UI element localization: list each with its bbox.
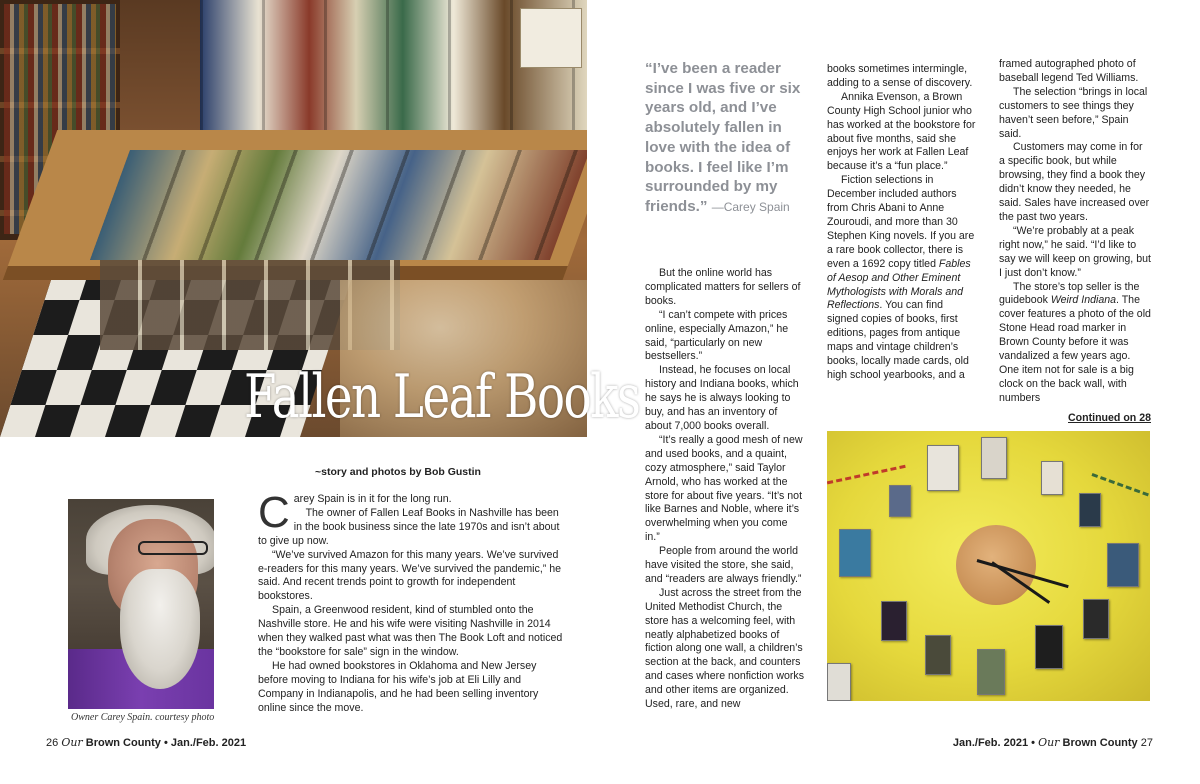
book-numeral <box>977 649 1005 695</box>
paragraph: books sometimes intermingle, adding to a sense of discovery. <box>827 63 973 89</box>
continued-link[interactable]: Continued on 28 <box>1068 411 1151 424</box>
magazine-logo-script: Our <box>61 736 83 749</box>
paragraph: Spain, a Greenwood resident, kind of stumbled onto the Nashville store. He and his wife were visiting Nashville in 2014 when they walked past what was then The Book Loft and noticed the “bookstore for sale” sign in the window. <box>258 604 563 658</box>
page-footer-left <box>46 736 246 749</box>
paragraph: But the online world has complicated matters for sellers of books. <box>645 267 801 307</box>
article-column-3 <box>827 63 977 383</box>
paragraph: Just across the street from the United Methodist Church, the store has a welcoming feel, with neatly alphabetized books of fiction along one wall, a children’s section at the back, and counters and cases where nonfiction works and other items are organized. Used, rare, and new <box>645 586 804 711</box>
store-sign <box>520 8 582 68</box>
photo-caption: Owner Carey Spain. courtesy photo <box>71 712 215 723</box>
byline: ~story and photos by Bob Gustin <box>315 466 481 478</box>
article-column-4 <box>999 58 1151 426</box>
quote-attribution: —Carey Spain <box>711 199 790 214</box>
paragraph: Annika Evenson, a Brown County High School junior who has worked at the bookstore for about five months, said she enjoys her work at Fallen Leaf because it’s a “fun place.” <box>827 90 976 173</box>
book-numeral <box>1041 461 1063 495</box>
clock-photo <box>827 431 1150 701</box>
book-title: Weird Indiana <box>1050 294 1117 307</box>
article-title: Fallen Leaf Books <box>244 362 640 432</box>
article-column-2 <box>645 267 805 712</box>
paragraph: Instead, he focuses on local history and Indiana books, which he says he is always looking to buy, and has an inventory of about 7,000 books overall. <box>645 364 799 432</box>
page-number: 27 <box>1140 737 1153 749</box>
magazine-logo-script: Our <box>1038 736 1060 749</box>
paragraph: Customers may come in for a specific book, but while browsing, they find a book they didn’t know they needed, he said. Sales have increased over the past two years. <box>999 141 1150 223</box>
page-footer-right <box>953 736 1153 749</box>
issue-date: Jan./Feb. 2021 • <box>952 737 1036 749</box>
paragraph: “I can’t compete with prices online, especially Amazon,” he said, “particularly on new bestsellers.” <box>645 308 789 363</box>
book-numeral <box>925 635 951 675</box>
book-numeral <box>1083 599 1109 639</box>
paragraph: “We’ve survived Amazon for this many years. We’ve survived e-readers for this many years. We’ve survived the pandemic,” he said. And recent trends point to growth for independent bookstores. <box>258 548 562 603</box>
book-numeral <box>881 601 907 641</box>
magazine-name: Brown County <box>1062 737 1138 749</box>
owner-portrait <box>68 499 214 709</box>
book-numeral <box>1107 543 1139 587</box>
books-on-table <box>90 150 587 260</box>
book-numeral <box>839 529 871 577</box>
book-numeral <box>1079 493 1101 527</box>
book-numeral <box>927 445 959 491</box>
book-numeral <box>889 485 911 517</box>
paragraph: framed autographed photo of baseball legend Ted Williams. <box>999 58 1139 84</box>
book-title: Fables of Aesop and Other Eminent Mythologists with Morals and Reflections <box>827 257 971 312</box>
issue-date: • Jan./Feb. 2021 <box>163 737 247 749</box>
paragraph: “It’s really a good mesh of new and used books, and a quaint, cozy atmosphere,” said Taylor Arnold, who has worked at the store for about five years. “It’s not like Barnes and Noble, where it’s overwhelming when you come in.” <box>645 433 803 544</box>
book-numeral <box>827 663 851 701</box>
paragraph: “We’re probably at a peak right now,” he said. “I’d like to say we will keep on growing, but I just don’t know.” <box>999 224 1151 279</box>
paragraph: He had owned bookstores in Oklahoma and New Jersey before moving to Indiana for his wife’s job at Eli Lilly and Company in Indianapolis, and he had been selling inventory online since the move. <box>258 659 539 714</box>
drop-cap: C <box>258 488 290 537</box>
paragraph: The selection “brings in local customers to see things they haven’t seen before,” Spain said. <box>999 85 1148 140</box>
glasses <box>138 541 208 555</box>
pull-quote: “I’ve been a reader since I was five or six years old, and I’ve absolutely fallen in love with the idea of books. I feel like I’m surrounded by my friends.” —Carey Spain <box>645 60 801 215</box>
paragraph: The store’s top seller is the guidebook Weird Indiana. The cover features a photo of the old Stone Head road marker in Brown County before it was vandalized a few years ago. One item not for sale is a big clock on the back wall, with numbers <box>999 280 1151 404</box>
paragraph: People from around the world have visited the store, she said, and “readers are always friendly.” <box>645 545 802 585</box>
article-intro <box>258 488 564 716</box>
book-numeral <box>1035 625 1063 669</box>
intro-paragraph: Carey Spain is in it for the long run. The owner of Fallen Leaf Books in Nashville has been in the book business since the late 1970s and isn’t about to give up now. <box>258 488 560 547</box>
page-number: 26 <box>46 737 59 749</box>
magazine-name: Brown County <box>85 737 161 749</box>
book-numeral <box>981 437 1007 479</box>
paragraph: Fiction selections in December included authors from Chris Abani to Anne Zouroudi, and more than 30 Stephen King novels. If you are a rare book collector, there is even a 1692 copy titled Fables of Aesop and Other Eminent Mythologists with Morals and Reflections. You can find signed copies of books, first editions, pages from antique maps and vintage children’s books, locally made cards, old high school yearbooks, and a <box>827 174 975 381</box>
